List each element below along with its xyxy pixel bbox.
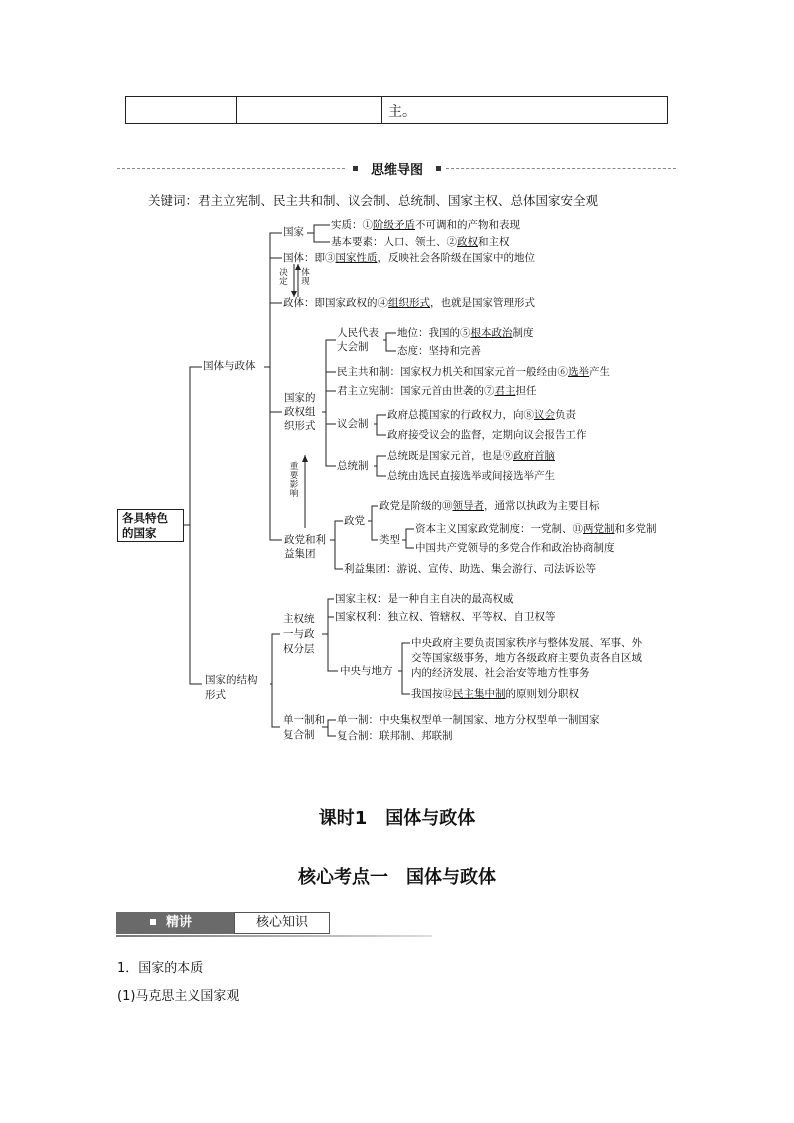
root-line-1: 各具特色 [122,511,168,525]
text: 和主权 [478,236,510,248]
node-zongtong-2: 总统由选民直接选举或间接选举产生 [387,470,555,482]
text: 君主立宪制：国家元首由世袭的⑦ [337,385,495,397]
blank-answer: 根本政治 [470,327,513,339]
node-renda-2: 大会制 [337,341,369,353]
square-bullet-icon [150,919,156,925]
text: 民主共和制：国家权力机关和国家元首一般经由⑥ [337,366,568,378]
node-minzhu-jizhong [411,687,579,701]
text: 负责 [555,409,576,421]
node-zhongyang-difang: 中央与地方 [340,665,393,677]
node-liyi-jituan: 利益集团：游说、宣传、助选、集会游行、司法诉讼等 [344,563,596,575]
node-leixing-2: 中国共产党领导的多党合作和政治协商制度 [415,542,615,554]
node-guojia-zhuquan: 国家主权：是一种自主自决的最高权威 [335,593,514,605]
text: ，反映社会各阶级在国家中的地位 [377,252,535,264]
text: 的原则划分职权 [505,688,579,700]
text: 不可调和的产物和表现 [415,219,520,231]
tab-underline [116,935,432,937]
text: ，也就是国家管理形式 [430,297,535,309]
blank-answer: 阶级矛盾 [373,219,415,231]
text: 地位：我国的⑤ [397,327,471,339]
blank-answer: 政权 [457,236,478,248]
node-zhengdang-def [379,499,600,513]
node-zhengdang: 政党 [344,515,365,527]
node-yihuizhi: 议会制 [337,418,369,430]
label-tixian: 体现 [301,268,310,287]
text: 和多党制 [614,523,657,535]
node-zhuquan-3: 权分层 [283,643,315,655]
node-zongtong-1 [387,449,555,463]
node-zuzhi-xingshi-1: 国家的 [284,392,316,404]
text: 担任 [515,385,537,397]
node-zhongyang-2: 交等国家级事务，地方各级政府主要负责各自区域 [411,652,642,664]
node-taidu: 态度：坚持和完善 [397,345,481,357]
node-zhongyang-1: 中央政府主要负责国家秩序与整体发展、军事、外 [411,637,642,649]
text: 政党是阶级的⑩ [379,500,453,512]
branch-jiegou-1: 国家的结构 [205,674,258,686]
text: 总统既是国家元首，也是⑨ [387,450,513,462]
node-diwei [397,326,534,340]
blank-answer: 选举 [568,366,589,378]
text: 政体：即国家政权的④ [283,297,388,309]
text: 制度 [512,327,534,339]
section-tabbar [116,912,432,936]
node-danyizhi: 单一制：中央集权型单一制国家、地方分权型单一制国家 [337,714,600,726]
blank-answer: 领导者 [452,500,484,512]
node-zhengdang-liyi-1: 政党和利 [284,534,326,546]
tab-label: 精讲 [166,915,193,930]
node-shizhi [331,218,520,232]
label-jueding: 决定 [279,268,288,287]
blank-answer: 君主 [494,385,516,397]
text: 我国按⑫ [411,688,453,700]
kaodian-title: 核心考点一 国体与政体 [298,867,496,888]
node-danyi-2: 复合制 [283,729,315,741]
node-zhengti [283,296,535,310]
text: 产生 [589,366,610,378]
node-yihui-2: 政府接受议会的监督，定期向议会报告工作 [387,429,587,441]
text: 实质：① [331,219,373,231]
node-zhuquan-2: 一与政 [283,628,315,640]
node-zuzhi-xingshi-2: 政权组 [284,406,316,418]
text: 国体：即③ [283,252,336,264]
blank-answer: 国家性质 [335,252,378,264]
node-junzhu-lixian [337,384,537,398]
blank-answer: 两党制 [583,523,615,535]
node-minzhu-gonghe [337,365,610,379]
node-danyi-1: 单一制和 [283,714,325,726]
node-zhuquan-1: 主权统 [283,613,315,625]
node-leixing: 类型 [379,534,400,546]
node-fuhezhi: 复合制：联邦制、邦联制 [337,730,453,742]
text: ，通常以执政为主要目标 [484,500,600,512]
text: 资本主义国家政党制度：一党制、⑪ [415,523,583,535]
branch-guoti-zhengti: 国体与政体 [203,360,256,372]
node-zhongyang-3: 内的经济发展、社会治安等地方性事务 [411,667,590,679]
body-paragraph-2: (1)马克思主义国家观 [117,989,240,1004]
node-guojia-quanli: 国家权利：独立权、管辖权、平等权、自卫权等 [335,611,556,623]
tab-hexin-zhishi: 核心知识 [234,912,330,934]
lesson-title: 课时1 国体与政体 [318,808,476,829]
root-line-2: 的国家 [122,526,157,540]
text: 政府总揽国家的行政权力，向⑧ [387,409,534,421]
table-cell-text: 主。 [388,104,416,120]
node-yihui-1 [387,408,576,422]
blank-answer: 组织形式 [388,297,430,309]
node-zongtongzhi: 总统制 [337,460,369,472]
node-leixing-1 [415,522,657,536]
blank-answer: 民主集中制 [453,688,506,700]
keywords-line: 关键词：君主立宪制、民主共和制、议会制、总统制、国家主权、总体国家安全观 [148,193,599,208]
branch-jiegou-2: 形式 [205,689,226,701]
node-yaosu [331,235,510,249]
blank-answer: 议会 [534,409,555,421]
node-guoti [283,251,535,265]
label-zhongyao-yingxiang: 重要影响 [289,462,299,499]
text: 基本要素：人口、领土、② [331,236,457,248]
node-guojia: 国家 [283,226,304,238]
mindmap-root [117,509,184,542]
node-renda-1: 人民代表 [337,327,379,339]
body-paragraph-1: 1．国家的本质 [117,961,204,976]
blank-answer: 政府首脑 [513,450,555,462]
section-title: 思维导图 [370,163,423,178]
tab-jingjiang [116,912,234,934]
node-zhengdang-liyi-2: 益集团 [284,548,316,560]
node-zuzhi-xingshi-3: 织形式 [284,420,316,432]
